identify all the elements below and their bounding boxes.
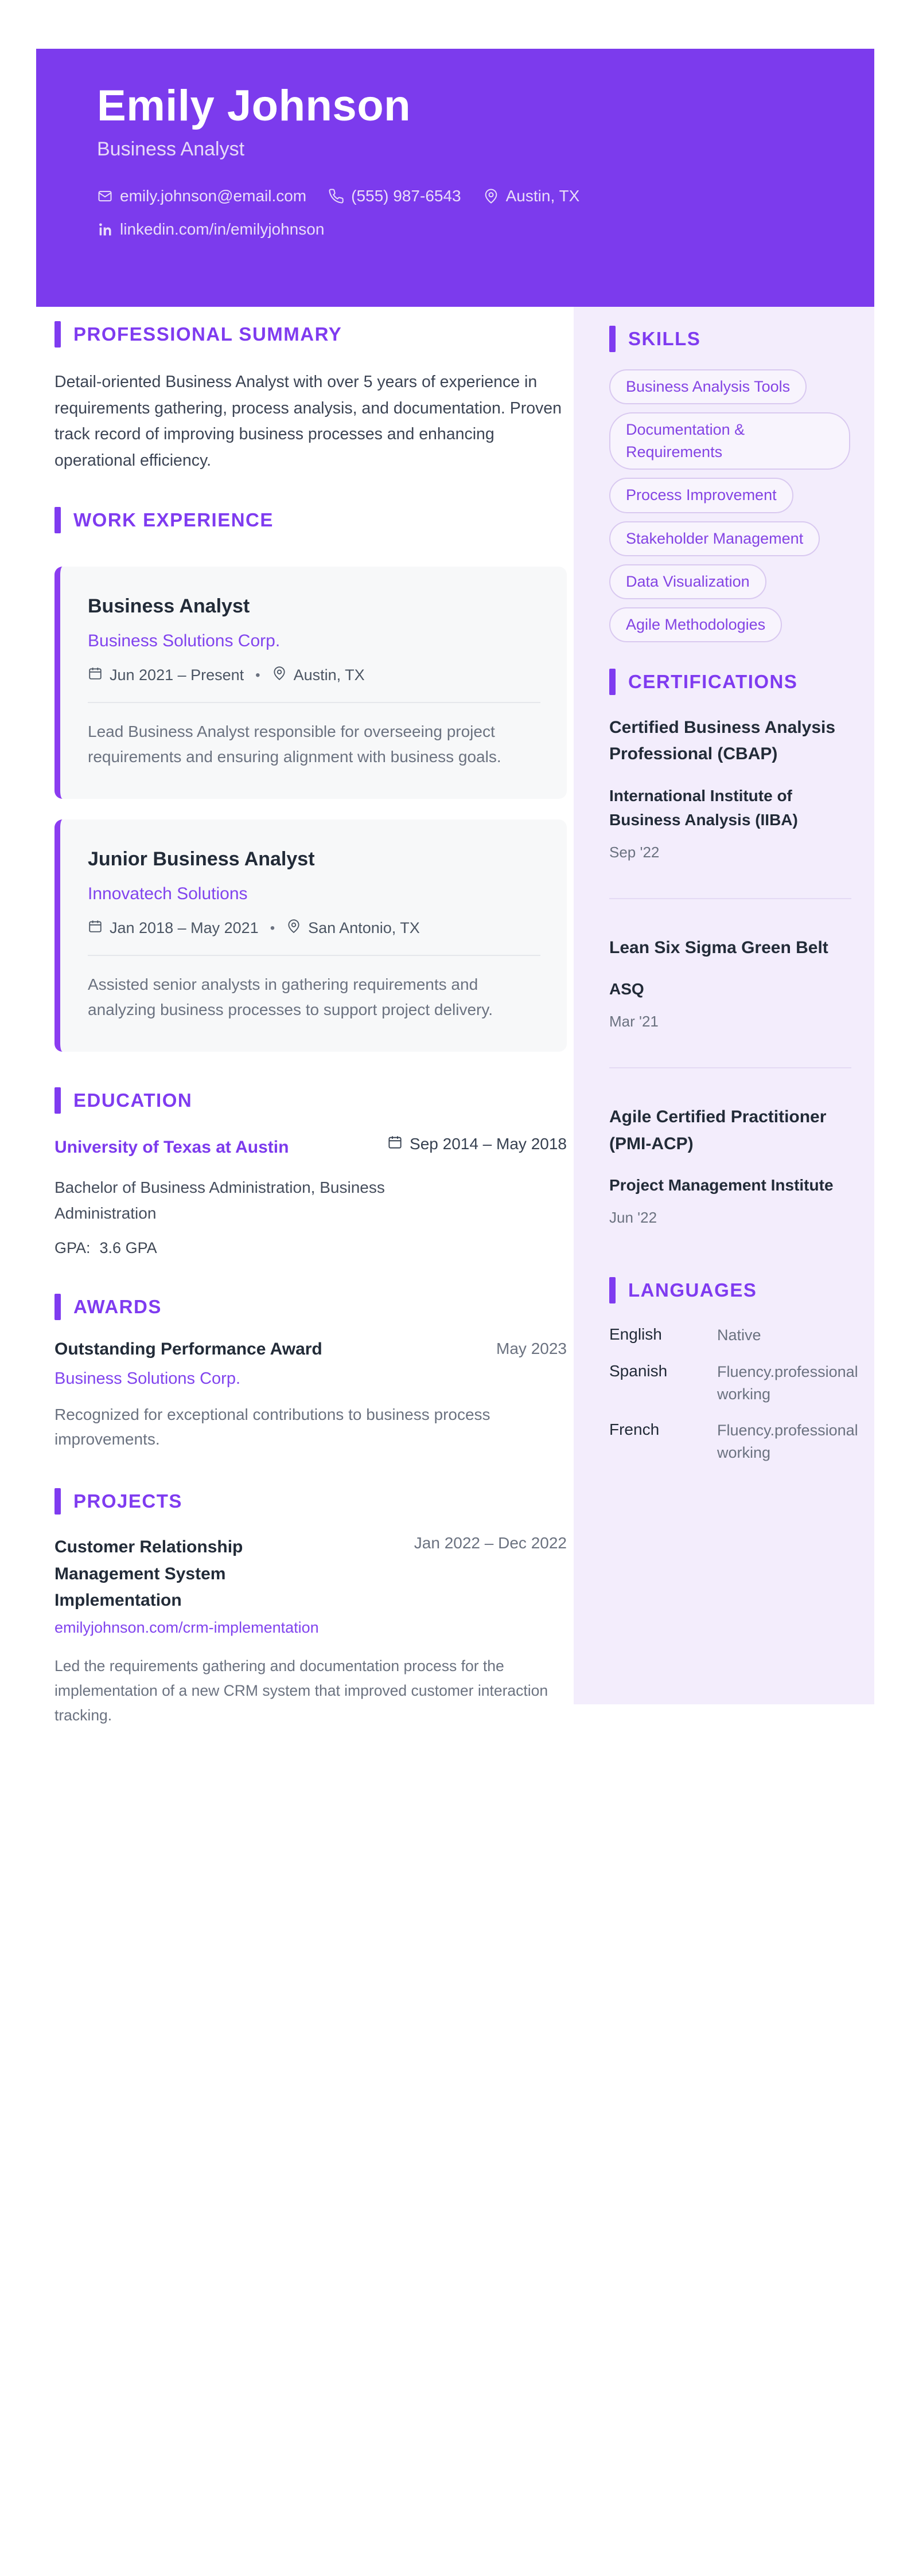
card-divider (88, 702, 540, 703)
job-location-text: San Antonio, TX (308, 919, 420, 937)
education-dates (387, 1134, 567, 1154)
calendar-icon (88, 919, 103, 938)
job-company-link[interactable]: Innovatech Solutions (88, 884, 248, 904)
job-meta-row (88, 919, 540, 938)
resume-header (36, 49, 874, 307)
card-divider (88, 955, 540, 956)
heading-bar (609, 669, 616, 695)
job-description: Lead Business Analyst responsible for overseeing project requirements and ensuring alignment with business goals. (88, 723, 501, 766)
certification-item (609, 1104, 851, 1227)
certifications-heading-label: CERTIFICATIONS (628, 670, 798, 692)
email-text: emily.johnson@email.com (120, 186, 307, 205)
phone-icon (328, 188, 344, 204)
job-dates-text: Jun 2021 – Present (110, 666, 244, 684)
language-name: Spanish (609, 1361, 668, 1380)
job-location (272, 666, 365, 685)
job-dates (88, 919, 259, 938)
job-dates (88, 666, 244, 685)
language-name: English (609, 1325, 662, 1344)
location-text: Austin, TX (505, 186, 580, 205)
email-icon (97, 188, 113, 204)
heading-bar (609, 326, 616, 352)
dot-separator: • (255, 667, 260, 683)
certification-date: Sep '22 (609, 843, 660, 861)
gpa-row (54, 1239, 567, 1257)
school-link[interactable]: University of Texas at Austin (54, 1137, 289, 1157)
linkedin-link[interactable] (97, 220, 324, 239)
person-title: Business Analyst (97, 138, 245, 160)
skills-heading-label: SKILLS (628, 328, 701, 349)
skill-chip: Documentation & Requirements (609, 412, 850, 470)
job-location (286, 919, 420, 938)
awards-heading (54, 1294, 567, 1320)
language-name: French (609, 1420, 660, 1438)
project-dates: Jan 2022 – Dec 2022 (414, 1534, 567, 1552)
job-card (54, 567, 567, 799)
person-name: Emily Johnson (97, 81, 411, 130)
location-item (483, 187, 580, 205)
certification-issuer: International Institute of Business Analysis (IIBA) (609, 786, 798, 829)
calendar-icon (88, 666, 103, 685)
certification-item (609, 715, 851, 861)
work-heading (54, 507, 567, 533)
skill-chip: Agile Methodologies (609, 607, 782, 642)
awards-heading-label: AWARDS (73, 1295, 162, 1317)
award-title: Outstanding Performance Award (54, 1339, 322, 1359)
certification-date: Jun '22 (609, 1209, 657, 1227)
summary-heading-label: PROFESSIONAL SUMMARY (73, 323, 342, 345)
main-column (54, 321, 567, 1728)
linkedin-row (97, 220, 840, 239)
work-heading-label: WORK EXPERIENCE (73, 509, 274, 531)
phone-text: (555) 987-6543 (351, 186, 461, 205)
certification-issuer: Project Management Institute (609, 1176, 834, 1195)
language-row (609, 1324, 851, 1346)
certification-divider (609, 898, 851, 899)
project-link[interactable]: emilyjohnson.com/crm-implementation (54, 1618, 319, 1636)
language-level: Fluency.professional working (717, 1363, 858, 1403)
language-level: Native (717, 1326, 761, 1344)
languages-heading-label: LANGUAGES (628, 1279, 757, 1301)
degree-text: Bachelor of Business Administration, Business Administration (54, 1178, 385, 1222)
job-title: Business Analyst (88, 595, 250, 618)
award-description: Recognized for exceptional contributions to business process improvements. (54, 1405, 490, 1448)
heading-bar (54, 1294, 61, 1320)
job-title: Junior Business Analyst (88, 848, 315, 871)
job-meta-row (88, 666, 540, 685)
language-row (609, 1361, 858, 1406)
projects-heading (54, 1488, 567, 1515)
calendar-icon (387, 1134, 403, 1154)
heading-bar (54, 1087, 61, 1114)
certification-title: Agile Certified Practitioner (PMI-ACP) (609, 1107, 827, 1153)
location-icon (272, 666, 287, 685)
heading-bar (54, 1488, 61, 1515)
certification-issuer: ASQ (609, 980, 644, 998)
skills-heading (609, 326, 851, 352)
skill-chip: Business Analysis Tools (609, 369, 807, 404)
skill-chip: Stakeholder Management (609, 521, 820, 556)
contact-row (97, 187, 840, 205)
award-date: May 2023 (496, 1339, 567, 1357)
project-description: Led the requirements gathering and documentation process for the implementation of a new CRM system that improved customer interaction tracking. (54, 1657, 548, 1724)
skills-list (609, 369, 851, 642)
certifications-heading (609, 669, 851, 695)
education-dates-text: Sep 2014 – May 2018 (410, 1134, 567, 1153)
language-row (609, 1419, 858, 1464)
education-heading-label: EDUCATION (73, 1089, 193, 1111)
award-row (54, 1340, 567, 1359)
job-card (54, 819, 567, 1052)
skill-chip: Process Improvement (609, 478, 793, 513)
education-row (54, 1134, 567, 1160)
email-link[interactable] (97, 187, 306, 205)
heading-bar (54, 321, 61, 348)
project-title: Customer Relationship Management System Implementation (54, 1537, 243, 1610)
languages-table (609, 1324, 858, 1464)
skill-chip: Data Visualization (609, 564, 766, 599)
location-icon (483, 188, 499, 204)
certification-title: Lean Six Sigma Green Belt (609, 938, 828, 957)
job-company-link[interactable]: Business Solutions Corp. (88, 631, 281, 651)
project-row (54, 1534, 567, 1614)
heading-bar (609, 1277, 616, 1303)
job-description: Assisted senior analysts in gathering requirements and analyzing business processes to support project delivery. (88, 975, 493, 1018)
summary-text: Detail-oriented Business Analyst with over 5 years of experience in requirements gathering, process analysis, and documentation. Proven track record of improving business processes and enhancing operational efficiency. (54, 373, 562, 470)
certification-date: Mar '21 (609, 1013, 659, 1031)
gpa-value: 3.6 GPA (99, 1239, 157, 1256)
location-icon (286, 919, 301, 938)
certification-divider (609, 1067, 851, 1068)
projects-heading-label: PROJECTS (73, 1490, 182, 1512)
job-dates-text: Jan 2018 – May 2021 (110, 919, 259, 937)
sidebar (574, 307, 874, 1704)
certification-title: Certified Business Analysis Professional (CBAP) (609, 717, 836, 764)
phone-link[interactable] (328, 187, 461, 205)
gpa-label: GPA: (54, 1239, 91, 1256)
summary-heading (54, 321, 567, 348)
languages-heading (609, 1277, 851, 1303)
linkedin-text: linkedin.com/in/emilyjohnson (120, 220, 325, 238)
award-issuer-link[interactable]: Business Solutions Corp. (54, 1369, 240, 1388)
dot-separator: • (270, 920, 275, 936)
heading-bar (54, 507, 61, 533)
language-level: Fluency.professional working (717, 1421, 858, 1462)
certification-item (609, 935, 851, 1031)
education-heading (54, 1087, 567, 1114)
job-location-text: Austin, TX (293, 666, 365, 684)
linkedin-icon (97, 221, 113, 237)
